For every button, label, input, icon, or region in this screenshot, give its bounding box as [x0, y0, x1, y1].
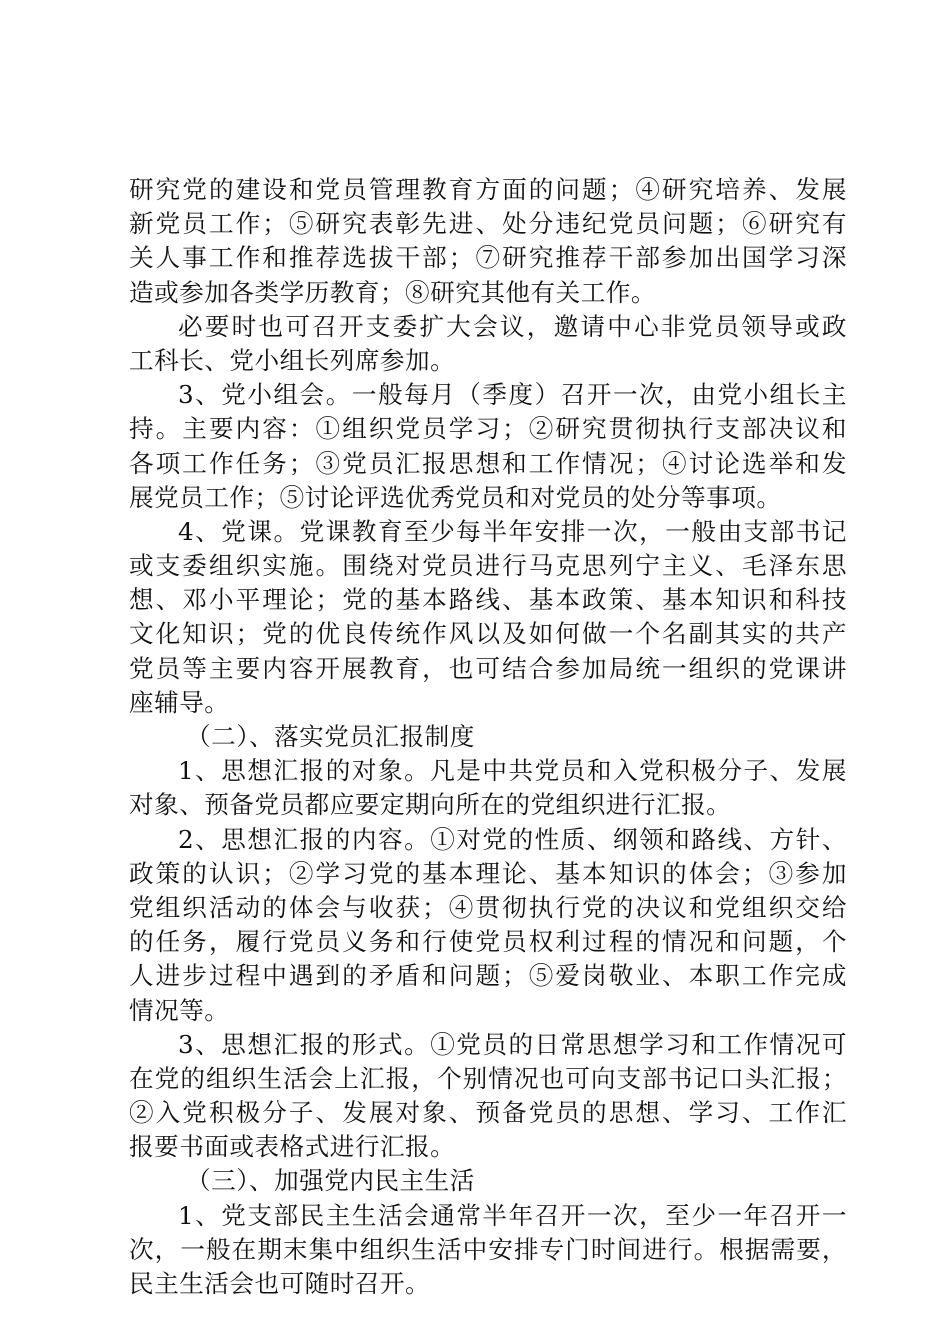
text-line: 1、思想汇报的对象。凡是中共党员和入党积极分子、发展 — [178, 756, 847, 786]
text-line: 2、思想汇报的内容。①对党的性质、纲领和路线、方针、 — [178, 824, 847, 854]
text-line: 3、思想汇报的形式。①党员的日常思想学习和工作情况可 — [178, 1029, 847, 1059]
text-line: 党员等主要内容开展教育，也可结合参加局统一组织的党课讲 — [129, 653, 847, 683]
text-line: 人进步过程中遇到的矛盾和问题；⑤爱岗敬业、本职工作完成 — [129, 961, 847, 991]
text-line: 党组织活动的体会与收获；④贯彻执行党的决议和党组织交给 — [129, 892, 847, 922]
text-line: 造或参加各类学历教育；⑧研究其他有关工作。 — [129, 277, 656, 307]
text-line: 民主生活会也可随时召开。 — [129, 1269, 431, 1298]
section-heading: （二）、落实党员汇报制度 — [186, 722, 475, 751]
text-line: 1、党支部民主生活会通常半年召开一次，至少一年召开一 — [178, 1200, 847, 1230]
text-line: 必要时也可召开支委扩大会议，邀请中心非党员领导或政 — [178, 311, 847, 341]
text-line: 对象、预备党员都应要定期向所在的党组织进行汇报。 — [129, 790, 732, 820]
text-line: 新党员工作；⑤研究表彰先进、处分违纪党员问题；⑥研究有 — [129, 209, 847, 239]
text-line: 研究党的建设和党员管理教育方面的问题；④研究培养、发展 — [129, 175, 847, 204]
text-line: 的任务，履行党员义务和行使党员权利过程的情况和问题，个 — [129, 927, 847, 957]
text-line: 政策的认识；②学习党的基本理论、基本知识的体会；③参加 — [129, 858, 847, 888]
text-line: ②入党积极分子、发展对象、预备党员的思想、学习、工作汇 — [129, 1098, 847, 1128]
text-line: 次，一般在期末集中组织生活中安排专门时间进行。根据需要， — [129, 1234, 847, 1264]
text-line: 想、邓小平理论；党的基本路线、基本政策、基本知识和科技 — [129, 585, 847, 615]
text-line: 持。主要内容：①组织党员学习；②研究贯彻执行支部决议和 — [129, 414, 847, 444]
text-line: 3、党小组会。一般每月（季度）召开一次，由党小组长主 — [178, 380, 847, 410]
document-body — [129, 173, 847, 1301]
text-line: 报要书面或表格式进行汇报。 — [129, 1132, 456, 1162]
text-line: 文化知识；党的优良传统作风以及如何做一个名副其实的共产 — [129, 619, 847, 649]
text-line: 座辅导。 — [129, 687, 230, 717]
section-heading: （三）、加强党内民主生活 — [186, 1166, 475, 1196]
text-line: 在党的组织生活会上汇报，个别情况也可向支部书记口头汇报； — [129, 1063, 847, 1093]
text-line: 4、党课。党课教育至少每半年安排一次，一般由支部书记 — [178, 516, 847, 546]
text-line: 关人事工作和推荐选拔干部；⑦研究推荐干部参加出国学习深 — [129, 243, 847, 273]
text-line: 或支委组织实施。围绕对党员进行马克思列宁主义、毛泽东思 — [129, 551, 847, 581]
text-line: 各项工作任务；③党员汇报思想和工作情况；④讨论选举和发 — [129, 448, 847, 478]
text-line: 展党员工作；⑤讨论评选优秀党员和对党员的处分等事项。 — [129, 482, 782, 512]
text-line: 工科长、党小组长列席参加。 — [129, 345, 456, 375]
text-line: 情况等。 — [129, 995, 230, 1025]
